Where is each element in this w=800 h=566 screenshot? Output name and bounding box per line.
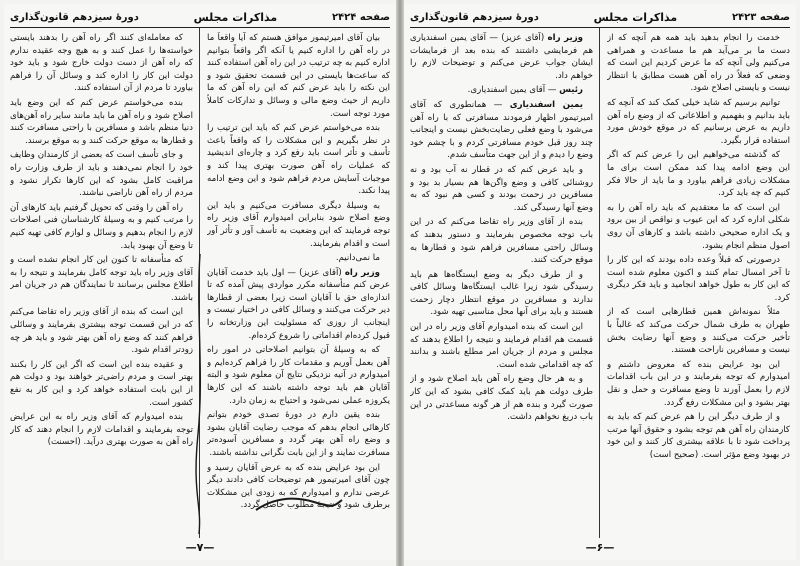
paragraph-text: (آقای عزیز) — اول باید خدمت آقایان عرض کنم متأسفانه مکرر مواردی پیش آمده که تا اندازه‌ای حق با آقایان است زیرا بعضی از قطارها دیر حرکت می‌کنند و وسائل کافی در اختیار نیست و اینجانب از روزی که مسئولیت این وزارتخانه را قبول کرده‌ام اقداماتی را شروع کرده‌ام. (207, 267, 390, 341)
paragraph-text: که گذشته می‌خواهیم این را عرض کنم که اگر این وضع ادامه پیدا کند ممکن است برای ما مشکلات زیادی فراهم بیاورد و ما باید از حالا فکر کنیم که چه باید کرد. (607, 150, 790, 199)
paragraph-text: و باید عرض کنم که در قطار نه آب بود و نه روشنائی کافی و وضع واگن‌ها هم بسیار بد بود و مسافرین در زحمت بودند و کسی هم نبود که به وضع آنها رسیدگی کند. (410, 164, 593, 213)
paragraph (410, 84, 593, 97)
paragraph (207, 32, 390, 120)
header-rule (410, 27, 790, 28)
paragraph (207, 122, 390, 198)
paragraph-text: درصورتی که قبلاً وعده داده بودند که این کار را تا آخر امسال تمام کنند و اکنون معلوم شده است که این کار به طول خواهد انجامید و باید فکر دیگری کرد. (607, 255, 790, 303)
page-2424 (4, 4, 396, 560)
paragraph-text: این بود عرایض بنده که به عرض آقایان رسید و چون آقای امیرتیمور هم توضیحات کافی دادند دیگر عرضی ندارم و امیدوارم که به زودی این مشکلات برطرف شود و نتیجهٔ مطلوب حاصل گردد. (207, 462, 390, 511)
paragraph (10, 97, 193, 147)
paragraph (207, 267, 390, 343)
paragraph (10, 359, 193, 409)
paragraph-text: این است که ما معتقدیم که باید راه آهن را به شکلی اداره کرد که این عیوب و نواقص از بین برود و یک اداره صحیحی داشته باشد و کارهای آن روی اصول منظم انجام بشود. (607, 202, 790, 251)
paragraph (410, 373, 593, 423)
paragraph-text: مثلاً نمونه‌اش همین قطارهایی است که از طهران به طرف شمال حرکت می‌کند که غالباً با تأخیر حرکت می‌کنند و وضع آنها رضایت بخش نیست و مسافرین ناراحت هستند. (607, 307, 790, 356)
series-label: دورهٔ سیزدهم قانون‌گذاری (410, 11, 539, 23)
paragraph-text: بنده از آقای وزیر راه تقاضا می‌کنم که در این باب توجه مخصوص بفرمایند و دستور بدهند که وسائل راحتی مسافرین فراهم شود و قطارها به موقع حرکت کنند. (410, 217, 593, 266)
speaker-name: وزیر راه (344, 267, 381, 278)
paragraph-text: (آقای عزیز) — آقای یمین اسفندیاری هم فرمایشی داشتند که بنده بعد از فرمایشات ایشان جواب عرض می‌کنم و توضیحات لازم را خواهم داد. (410, 33, 593, 81)
paragraph-text: و از طرف دیگر به وضع ایستگاه‌ها هم باید رسیدگی شود زیرا غالب ایستگاه‌ها وسائل کافی ندارند و مسافرین در موقع انتظار دچار زحمت هستند و باید برای آنها محل مناسبی تهیه شود. (410, 269, 593, 318)
paragraph-text: این است که بنده امیدوارم آقای وزیر راه در این قسمت هم اقدام فرمایند و نتیجه را اطلاع بدهند که مجلس و مردم از جریان امر مطلع باشند و بدانند که چه اقداماتی شده است. (410, 322, 593, 370)
text-column-right (207, 32, 390, 536)
paragraph (207, 462, 390, 512)
page-number-label: صفحه ۲۴۲۳ (731, 11, 790, 23)
paragraph (607, 411, 790, 461)
paragraph-text: که متأسفانه تا کنون این کار انجام نشده است و آقای وزیر راه باید توجه کامل بفرمایند و نتیجه را به اطلاع مجلس برسانند تا نمایندگان هم در جریان امر باشند. (10, 255, 193, 303)
paragraph (207, 200, 390, 250)
paragraph (607, 306, 790, 356)
text-column-left (410, 32, 593, 536)
paragraph (410, 216, 593, 266)
paragraph (410, 269, 593, 319)
paragraph (207, 409, 390, 459)
paragraph-text: به وسیلهٔ دیگری مسافرت می‌کنیم و باید این وضع اصلاح شود بنابراین امیدوارم آقای وزیر راه توجه فرمایند که این وضعیت به تأسف آور و تأثر آور است و اقدام بفرمایند. (207, 200, 390, 249)
paragraph-text: و از طرف دیگر این را هم عرض کنم که باید به کارمندان راه آهن هم توجه بشود و حقوق آنها مرتب پرداخت شود تا با علاقه بیشتری کار کنند و این خود در بهبود وضع مؤثر است. (صحیح است) (607, 412, 790, 460)
paragraph-text: بنده می‌خواستم عرض کنم که باید این ترتیب را در نظر بگیریم و این مشکلات را که واقعاً باعث تأسف و تأثر است باید رفع کرد و چاره‌ای اندیشید که عملیات راه آهن صورت بهتری پیدا کند و موجبات آسایش مردم فراهم شود و این وضع ادامه پیدا نکند. (207, 123, 390, 197)
paragraph (410, 164, 593, 214)
paragraph (207, 344, 390, 407)
header-rule (10, 27, 390, 28)
page-footer-number: —۶— (585, 541, 615, 554)
paragraph-text: این بود عرایض بنده که معروض داشتم و امیدوارم که توجه بفرمایند و در این باب اقدامات لازم را بعمل آورند تا وضع مسافرت و حمل و نقل بهتر بشود و این مشکلات رفع گردد. (607, 359, 790, 408)
column-divider (599, 28, 600, 538)
paragraph-text: خدمت را انجام بدهید باید همه هم آنچه که از دست ما بر می‌آید هم ما مساعدت و همراهی می‌کنیم ولی آنچه که ما عرض کردیم این است که وضعی که فعلاً در راه آهن هست مطابق با انتظار نیست و بایستی اصلاح شود. (607, 33, 790, 94)
paragraph (10, 254, 193, 304)
paragraph (607, 254, 790, 304)
paragraph (410, 32, 593, 82)
paragraph (607, 359, 790, 409)
paragraph (607, 202, 790, 252)
paragraph (410, 99, 593, 162)
paragraph-text: و جای تأسف است که بعضی از کارمندان وظایف خود را انجام نمی‌دهند و باید از طرف وزارت راه مراقبت کامل بشود که این کارها تکرار نشود و مردم از راه آهن ناراضی نباشند. (10, 150, 193, 199)
paragraph-text: که به وسیلهٔ آن بتوانیم اصلاحاتی در امور راه آهن بعمل آوریم و مقدمات کار را فراهم کرده‌ایم و امیدوارم در آتیه نزدیکی نتایج آن معلوم شود و البته آقایان هم باید توجه داشته باشند که این کارها یکروزه عملی نمی‌شود و احتیاج به زمان دارد. (207, 345, 390, 406)
paragraph (10, 149, 193, 199)
paragraph (10, 202, 193, 252)
paragraph-text: بنده امیدوارم که آقای وزیر راه به این عرایض توجه بفرمایند و اقدامات لازم را انجام دهند که کار راه آهن به صورت بهتری درآید. (احسنت) (10, 412, 193, 448)
text-column-right (607, 32, 790, 536)
proceedings-title: مذاکرات مجلس (193, 10, 278, 24)
paragraph (10, 411, 193, 449)
speaker-name: یمین اسفندیاری (509, 99, 583, 110)
paragraph (607, 149, 790, 199)
paragraph-text: که معامله‌ای کنند اگر راه آهن را بدهند بایستی خواسته‌ها را عمل کنند و به هیچ وجه عقیده ندارم که راه آهن از دست دولت خارج شود و باید خود دولت این کار را اداره کند و وسائل آن را فراهم بیاورد تا مردم از آن استفاده کنند. (10, 33, 193, 94)
paragraph (607, 97, 790, 147)
paragraph-text: — همانطوری که آقای امیرتیمور اظهار فرمودند مسافرتی که با راه آهن می‌شود با وضع فعلی رضایت‌بخش نیست و اینجانب چند روز قبل خودم مسافرتی کردم و با چشم خود وضع را دیدم و از این جهت متأسف شدم. (410, 99, 593, 161)
text-column-left (10, 32, 193, 536)
paragraph (607, 32, 790, 95)
paragraph-text: بنده می‌خواستم عرض کنم که این وضع باید اصلاح شود و راه آهن ما باید مانند سایر راه آهن‌های دنیا منظم باشد و مسافرین با راحتی مسافرت کنند و قطارها به موقع حرکت کنند و به موقع برسند. (10, 97, 193, 146)
book-gutter (396, 0, 404, 566)
page-footer-number: —۷— (185, 541, 215, 554)
paragraph-text: ما نمی‌دانیم. (335, 253, 380, 264)
paragraph-text: راه آهن را وقتی که تحویل گرفتیم باید کارهای آن را مرتب کنیم و به وسیلهٔ کارشناسان فنی اصلاحات لازم را انجام بدهیم و وسائل و لوازم کافی تهیه کنیم تا وضع آن بهبود یابد. (10, 202, 193, 251)
paragraph-text: و عقیده بنده این است که اگر این کار را بکنند بهتر است و مردم راضی‌تر خواهند بود و دولت هم از این بابت استفاده خواهد کرد و این کار به نفع کشور است. (10, 359, 193, 408)
paragraph-text: بیان آقای امیرتیمور موافق هستم که آیا واقعاً ما در راه آهن را اداره کنیم یا آنکه اگر واقعاً بتوانیم اداره کنیم به چه ترتیب در این راه آهن استفاده کنند که ساعت‌ها بایستی در این قسمت تحقیق شود و این نکته را باید عرض کنم که این راه آهن که ما داریم از حیث وضع مالی و وسائل و تدارکات کاملاً مورد توجه است. (207, 33, 390, 119)
paragraph-text: این است که بنده از آقای وزیر راه تقاضا می‌کنم که در این قسمت توجه بیشتری بفرمایند و وسائلی فراهم کنند که وضع راه آهن بهتر شود و باید هر چه زودتر اقدام شود. (10, 307, 193, 356)
column-divider (199, 28, 200, 538)
paragraph-text: بنده یقین دارم در دورهٔ تصدی خودم بتوانم کارهائی انجام بدهم که موجب رضایت آقایان بشود و وضع راه آهن بهتر گردد و مسافرین آسوده‌تر مسافرت نمایند و از این بابت نگرانی نداشته باشند. (207, 410, 390, 458)
page-header (10, 8, 390, 26)
page-number-label: صفحه ۲۴۲۴ (331, 11, 390, 23)
proceedings-title: مذاکرات مجلس (593, 10, 678, 24)
speaker-name: رئیس (559, 85, 583, 96)
paragraph (10, 306, 193, 356)
page-2423 (404, 4, 796, 560)
paragraph (410, 321, 593, 371)
paragraph (207, 252, 390, 265)
paragraph-text: و به هر حال وضع راه آهن باید اصلاح شود و از طرف دولت هم باید کمک کافی بشود که این کار صورت گیرد و بنده هم از هر گونه مساعدتی در این باب دریغ نخواهم داشت. (410, 374, 593, 423)
speaker-name: وزیر راه (547, 33, 583, 43)
paragraph (10, 32, 193, 95)
page-header (410, 8, 790, 26)
paragraph-text: توانیم برسیم که شاید خیلی کمک کند که آنچه که باید بدانیم و بفهمیم و اطلاعاتی که از وضع راه آهن داریم به عرض برسانیم که در موقع خودش مورد استفاده قرار بگیرد. (607, 97, 790, 146)
series-label: دورهٔ سیزدهم قانون‌گذاری (10, 11, 139, 23)
paragraph-text: — آقای یمین اسفندیاری. (467, 85, 557, 96)
